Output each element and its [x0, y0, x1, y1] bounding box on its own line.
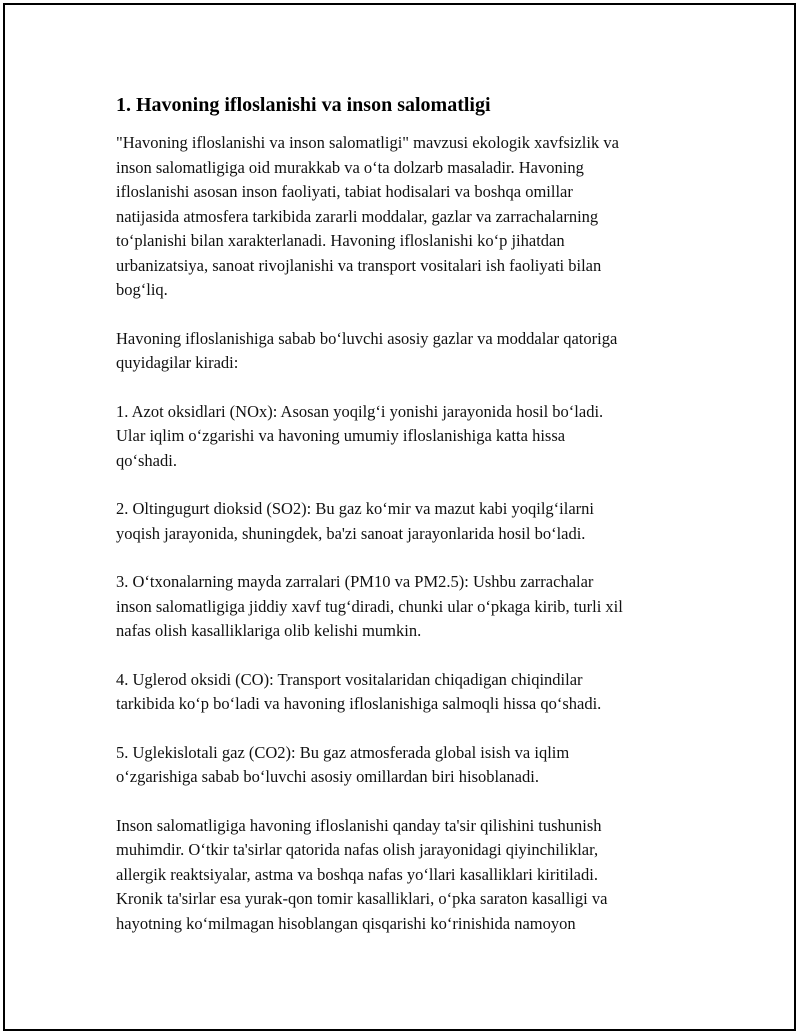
health-effects-paragraph: Inson salomatligiga havoning ifloslanishi qanday ta'sir qilishini tushunish muhimdir. O‘tkir ta'sirlar qatorida nafas olish jarayonidagi qiyinchiliklar, allergik reaktsiyalar, astma va boshqa nafas yo‘llari kasalliklari kiritiladi. Kronik ta'sirlar esa yurak-qon tomir kasalliklari, o‘pka saraton kasalligi va hayotning ko‘milmagan hisoblangan qisqarishi ko‘rinishida namoyon [116, 815, 608, 933]
section-heading: 1. Havoning ifloslanishi va inson salomatligi [116, 94, 491, 116]
list-item-co: 4. Uglerod oksidi (CO): Transport vositalaridan chiqadigan chiqindilar tarkibida ko‘p bo‘ladi va havoning ifloslanishiga salmoqli hissa qo‘shadi. [116, 669, 602, 713]
list-item-so2: 2. Oltingugurt dioksid (SO2): Bu gaz ko‘mir va mazut kabi yoqilg‘ilarni yoqish jarayonida, shuningdek, ba'zi sanoat jarayonlarida hosil bo‘ladi. [116, 499, 594, 543]
list-item-nox: 1. Azot oksidlari (NOx): Asosan yoqilg‘i yonishi jarayonida hosil bo‘ladi. Ular iqlim o‘zgarishi va havoning umumiy ifloslanishiga katta hissa qo‘shadi. [116, 401, 604, 470]
document-body [116, 92, 706, 936]
pollutants-intro-paragraph: Havoning ifloslanishiga sabab bo‘luvchi asosiy gazlar va moddalar qatoriga quyidagilar kiradi: [116, 328, 618, 372]
intro-paragraph: "Havoning ifloslanishi va inson salomatligi" mavzusi ekologik xavfsizlik va inson salomatligiga oid murakkab va o‘ta dolzarb masaladir. Havoning ifloslanishi asosan inson faoliyati, tabiat hodisalari va boshqa omillar natijasida atmosfera tarkibida zararli moddalar, gazlar va zarrachalarning to‘planishi bilan xarakterlanadi. Havoning ifloslanishi ko‘p jihatdan urbanizatsiya, sanoat rivojlanishi va transport vositalari ish faoliyati bilan bog‘liq. [116, 133, 619, 299]
list-item-pm: 3. O‘txonalarning mayda zarralari (PM10 va PM2.5): Ushbu zarrachalar inson salomatligiga jiddiy xavf tug‘diradi, chunki ular o‘pkaga kirib, turli xil nafas olish kasalliklariga olib kelishi mumkin. [116, 572, 623, 640]
list-item-co2: 5. Uglekislotali gaz (CO2): Bu gaz atmosferada global isish va iqlim o‘zgarishiga sabab bo‘luvchi asosiy omillardan biri hisoblanadi. [116, 742, 570, 786]
